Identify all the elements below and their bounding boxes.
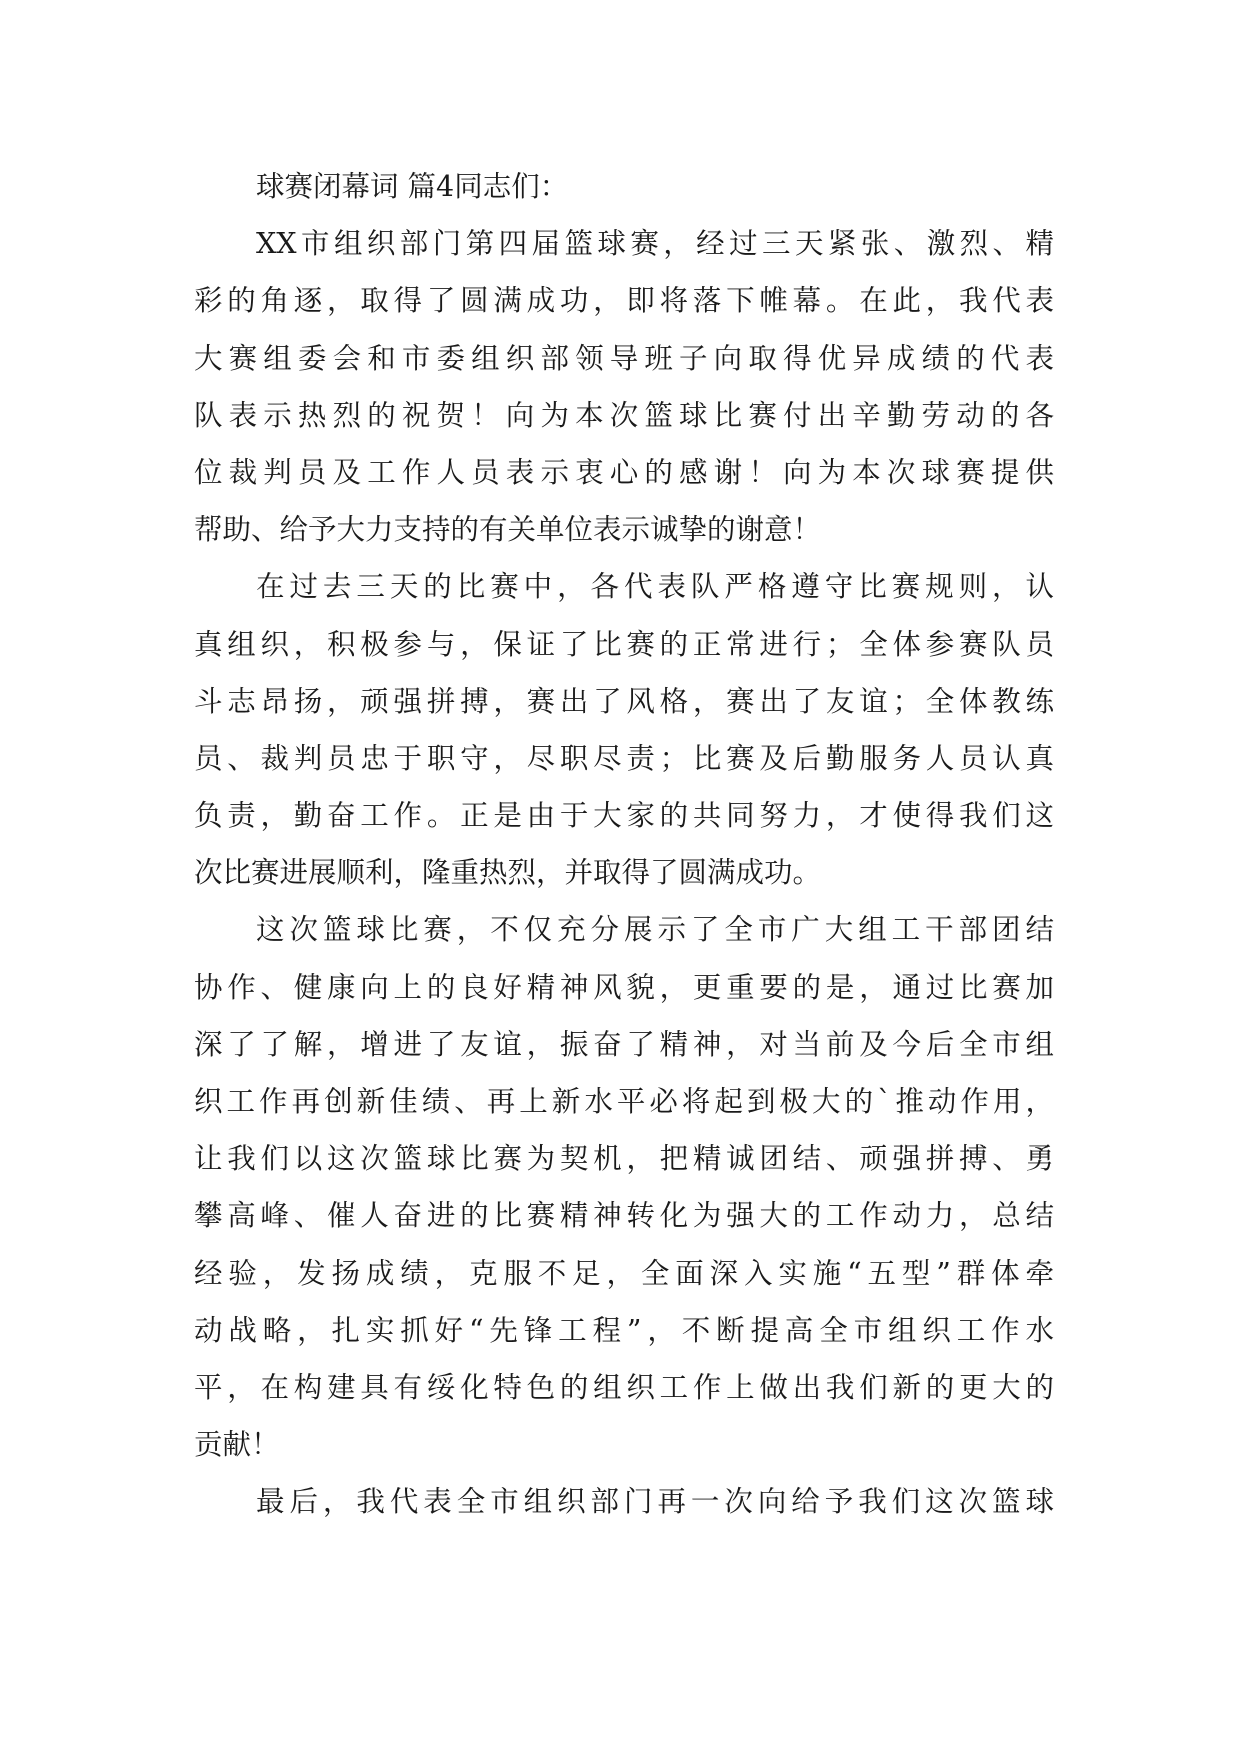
text-line: 攀高峰、催人奋进的比赛精神转化为强大的工作动力，总结 xyxy=(194,1199,1054,1233)
text-line: 队表示热烈的祝贺！向为本次篮球比赛付出辛勤劳动的各 xyxy=(194,398,1054,432)
text-line: 这次篮球比赛，不仅充分展示了全市广大组工干部团结 xyxy=(256,913,1054,947)
text-line: 球赛闭幕词 篇4同志们： xyxy=(256,170,569,203)
text-line: 协作、健康向上的良好精神风貌，更重要的是，通过比赛加 xyxy=(194,970,1054,1004)
text-line: 平，在构建具有绥化特色的组织工作上做出我们新的更大的 xyxy=(194,1370,1054,1404)
text-line: 最后，我代表全市组织部门再一次向给予我们这次篮球 xyxy=(256,1485,1054,1519)
text-line: 斗志昂扬，顽强拼搏，赛出了风格，赛出了友谊；全体教练 xyxy=(194,684,1054,718)
text-line: 位裁判员及工作人员表示衷心的感谢！向为本次球赛提供 xyxy=(194,455,1054,489)
text-line: 织工作再创新佳绩、再上新水平必将起到极大的`推动作用， xyxy=(194,1085,1054,1118)
text-line: 帮助、给予大力支持的有关单位表示诚挚的谢意！ xyxy=(194,513,822,547)
text-line: 让我们以这次篮球比赛为契机，把精诚团结、顽强拼搏、勇 xyxy=(194,1142,1054,1176)
text-line: 动战略，扎实抓好“先锋工程”，不断提高全市组织工作水 xyxy=(194,1313,1054,1347)
text-line: 次比赛进展顺利，隆重热烈，并取得了圆满成功。 xyxy=(194,856,822,890)
text-line: XX市组织部门第四届篮球赛，经过三天紧张、激烈、精 xyxy=(256,227,1054,261)
text-line: 彩的角逐，取得了圆满成功，即将落下帷幕。在此，我代表 xyxy=(194,284,1054,318)
text-line: 大赛组委会和市委组织部领导班子向取得优异成绩的代表 xyxy=(194,341,1054,375)
text-line: 深了了解，增进了友谊，振奋了精神，对当前及今后全市组 xyxy=(194,1027,1054,1061)
text-line: 贡献！ xyxy=(194,1428,280,1462)
text-line: 在过去三天的比赛中，各代表队严格遵守比赛规则，认 xyxy=(256,570,1054,604)
text-line: 经验，发扬成绩，克服不足，全面深入实施“五型”群体牵 xyxy=(194,1256,1054,1290)
text-line: 负责，勤奋工作。正是由于大家的共同努力，才使得我们这 xyxy=(194,799,1054,833)
text-line: 员、裁判员忠于职守，尽职尽责；比赛及后勤服务人员认真 xyxy=(194,741,1054,775)
text-line: 真组织，积极参与，保证了比赛的正常进行；全体参赛队员 xyxy=(194,627,1054,661)
document-body xyxy=(194,158,1054,1531)
